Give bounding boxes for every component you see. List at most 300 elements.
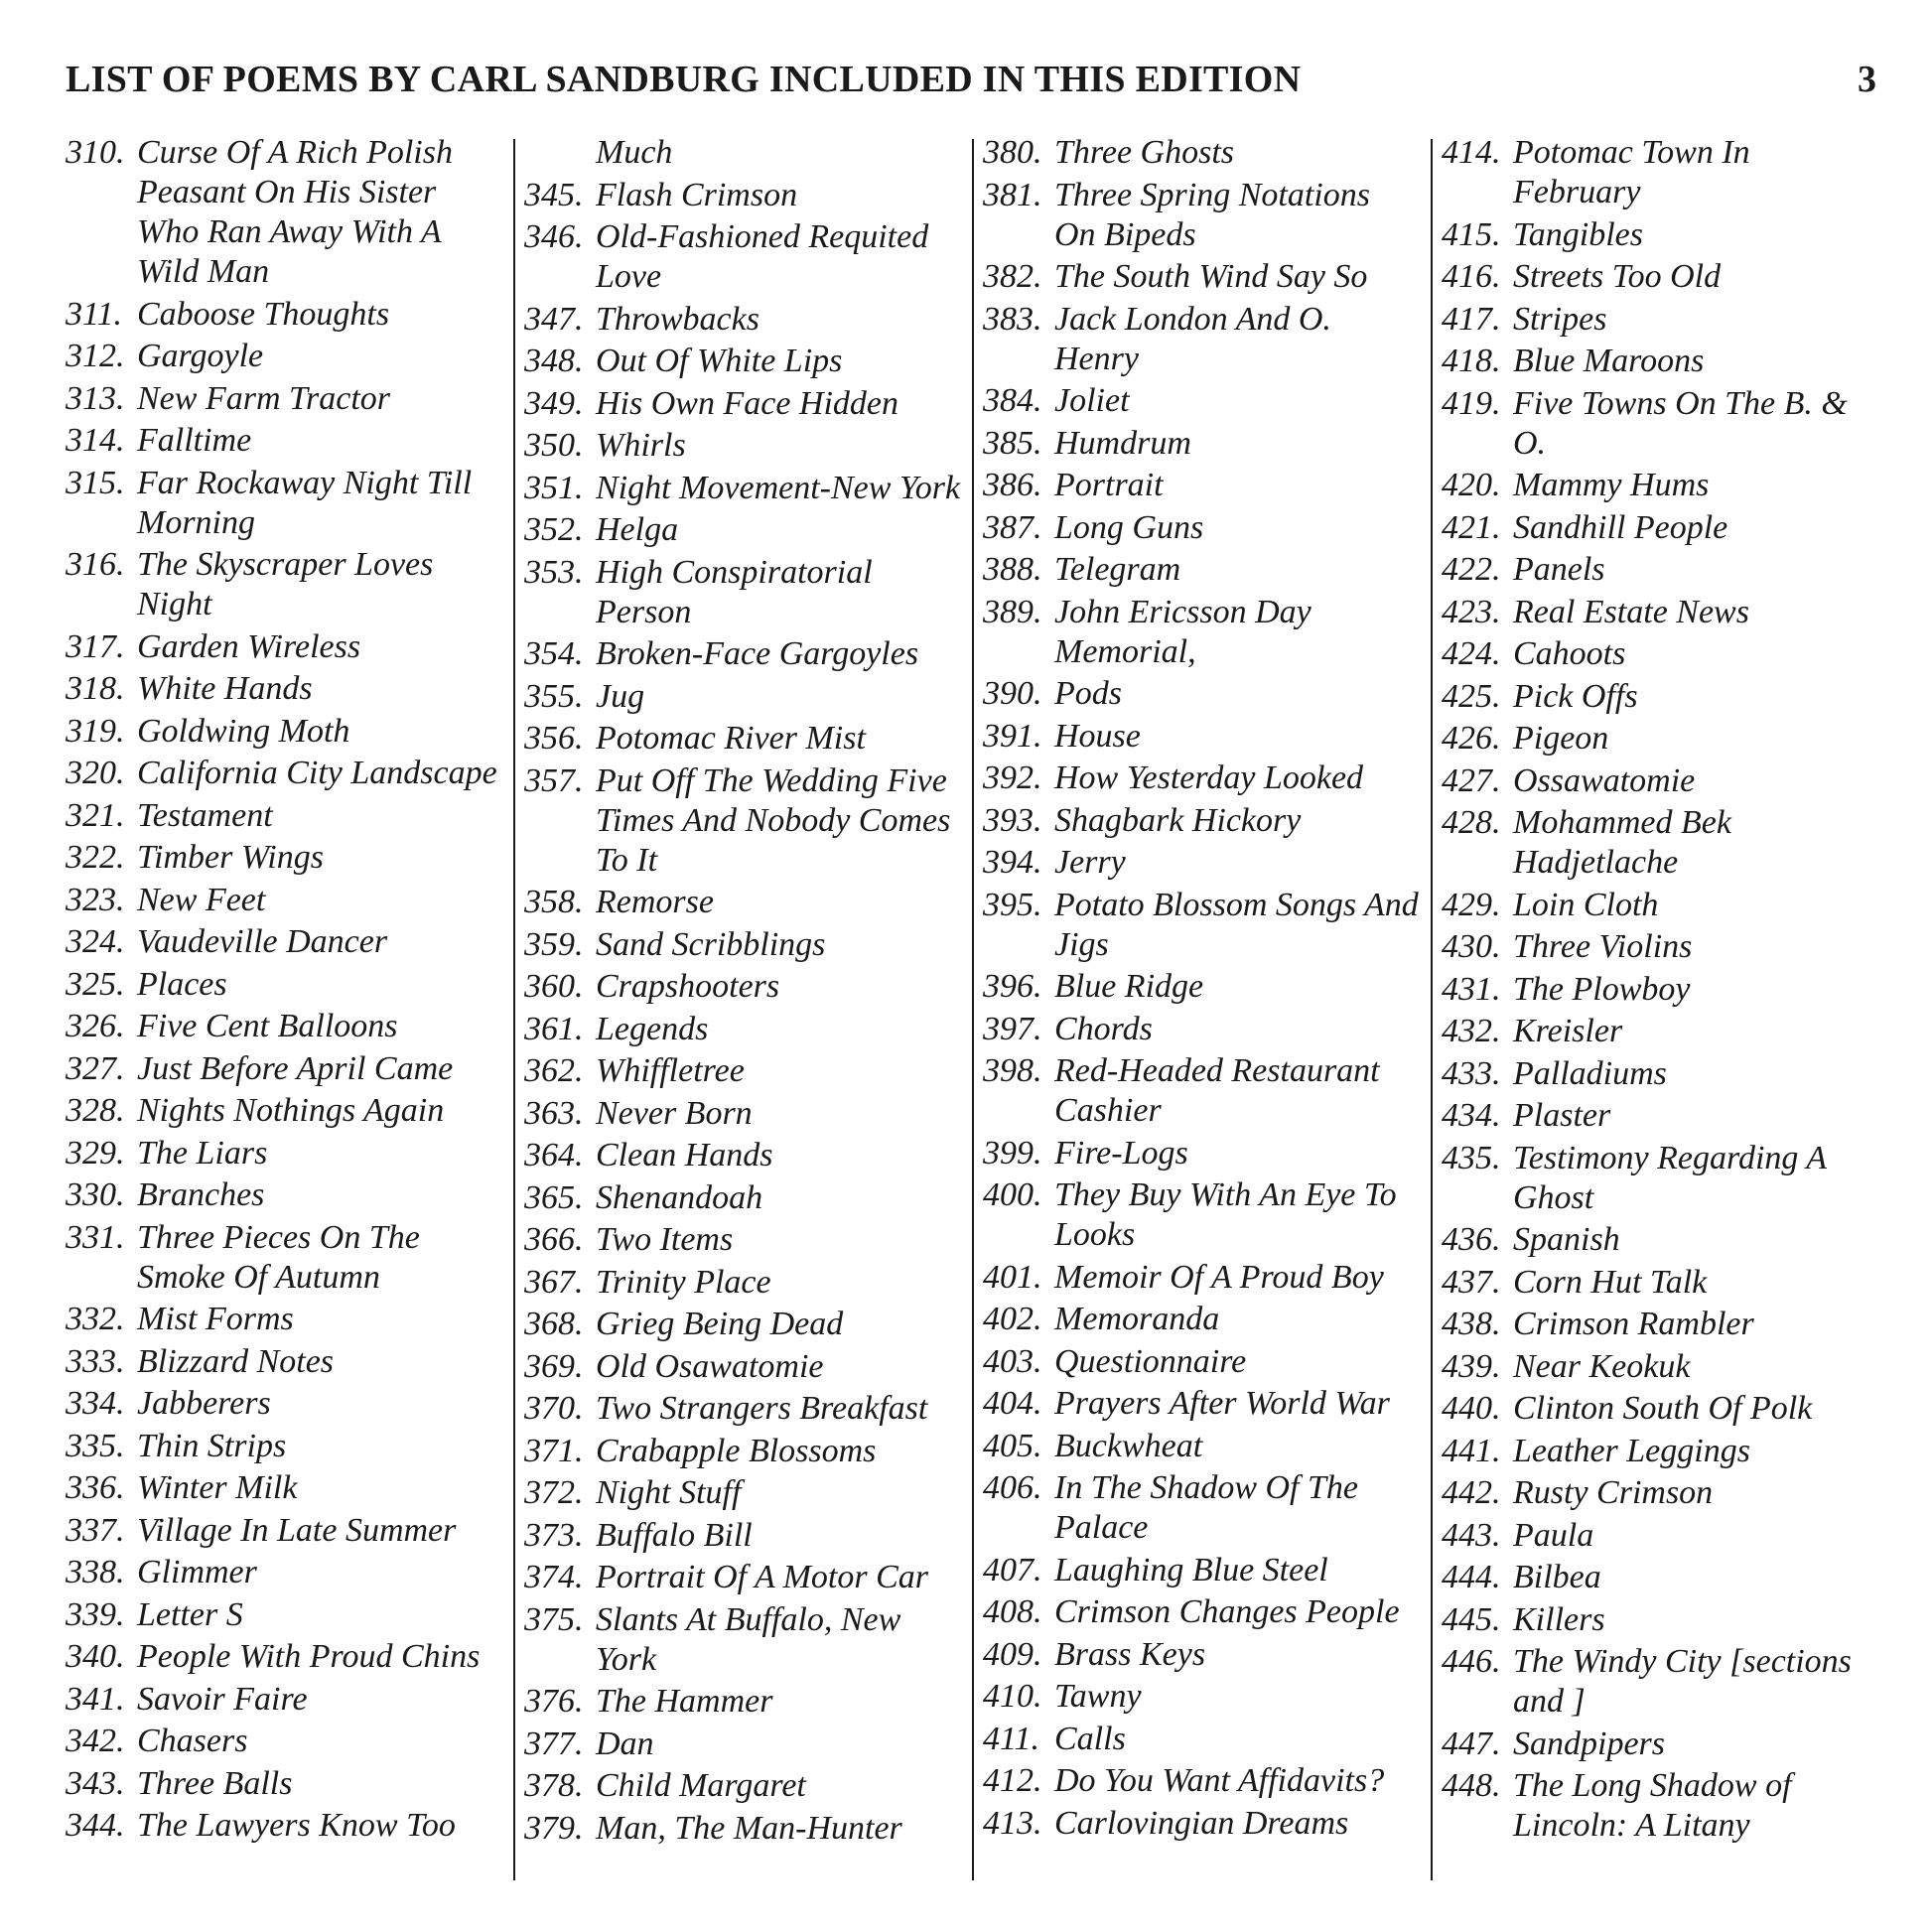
poem-number: 314. [66,422,125,459]
poem-title: How Yesterday Looked [1054,759,1364,796]
poem-number: 349. [524,384,584,422]
poem-number: 334. [66,1385,125,1422]
poem-list-item [1442,1220,1878,1260]
poem-number: 313. [66,379,125,417]
poem-list-item [1442,1139,1878,1218]
poem-number: 311. [66,295,122,333]
poem-title: The Long Shadow of Lincoln: A Litany [1513,1767,1792,1844]
poem-title: Glimmer [137,1554,257,1590]
poem-number: 392. [983,759,1042,796]
poem-list-item [66,1049,502,1089]
poem-list-item [524,1558,961,1597]
poem-title: Sandpipers [1513,1725,1665,1762]
poem-title: Telegram [1054,551,1181,588]
poem-title: Three Spring Notations On Bipeds [1054,176,1370,253]
poem-number: 414. [1442,134,1501,171]
poem-number: 408. [983,1593,1042,1630]
poem-list-item [1442,1096,1878,1136]
poem-title: Humdrum [1054,424,1191,462]
poem-list-item [1442,508,1878,548]
poem-list-item [524,1516,961,1556]
poem-list-item [1442,1516,1878,1556]
poem-title: Three Violins [1513,928,1693,965]
poem-title: Memoir Of A Proud Boy [1054,1258,1384,1296]
poem-list-item [524,1473,961,1513]
poem-title: Old-Fashioned Requited Love [596,218,929,295]
poem-title: Long Guns [1054,508,1204,546]
poem-number: 388. [983,551,1042,588]
poem-number: 400. [983,1176,1042,1213]
poem-number: 315. [66,464,125,501]
poem-list-item [524,967,961,1007]
poem-title: Portrait Of A Motor Car [596,1559,929,1595]
poem-list-item [66,627,502,667]
poem-number: 416. [1442,258,1501,295]
poem-title: High Conspiratorial Person [596,553,873,630]
poem-list-item [1442,257,1878,297]
poem-list-item [524,1725,961,1764]
poem-list-item [66,1300,502,1339]
poem-title: Night Stuff [596,1474,742,1511]
poem-title: Tawny [1054,1678,1142,1715]
poem-list-item [524,1051,961,1091]
poem-number: 330. [66,1176,125,1213]
poem-number: 336. [66,1469,125,1506]
poem-title: Three Pieces On The Smoke Of Autumn [137,1218,420,1296]
column-divider [513,139,515,1880]
poem-list-item [66,796,502,836]
poem-title: John Ericsson Day Memorial, [1054,593,1311,670]
poem-title: Two Items [596,1221,734,1258]
poem-title: Streets Too Old [1513,258,1722,295]
poem-list-item [1442,1766,1878,1846]
poem-number: 401. [983,1258,1042,1296]
poem-number: 423. [1442,593,1501,630]
poem-title: Village In Late Summer [137,1511,457,1549]
poem-title: Slants At Buffalo, New York [596,1600,901,1678]
poem-list-item [66,1427,502,1466]
poem-list-item [524,469,961,508]
poem-number: 366. [524,1221,584,1258]
poem-title: Out Of White Lips [596,343,843,379]
poem-number: 324. [66,923,125,960]
poem-title: The Liars [137,1134,268,1172]
poem-list-item [524,1600,961,1680]
poem-title: Shenandoah [596,1178,763,1216]
poem-list-item [983,1551,1420,1590]
poem-number: 430. [1442,928,1501,965]
poem-title: Grieg Being Dead [596,1306,844,1342]
poem-title: Old Osawatomie [596,1347,824,1385]
poem-number: 327. [66,1049,125,1087]
poem-list-item [66,337,502,376]
poem-list-item [983,801,1420,841]
poem-number: 397. [983,1010,1042,1047]
poem-title: House [1054,717,1141,755]
poem-list-item [66,1806,502,1846]
poem-number: 360. [524,968,584,1005]
poem-number: 367. [524,1263,584,1301]
poem-list-item [1442,593,1878,632]
poem-column-2 [524,133,961,1851]
poem-list-item [1442,550,1878,590]
poem-list-item [983,967,1420,1007]
poem-title: Dan [596,1725,654,1762]
column-divider [972,139,974,1880]
poem-title: Winter Milk [137,1469,298,1506]
poem-number: 345. [524,176,584,213]
poem-title: Just Before April Came [137,1049,454,1087]
poem-title: Potomac Town In February [1513,134,1750,210]
poem-number: 403. [983,1342,1042,1380]
poem-list-item [983,1804,1420,1844]
poem-list-item [1442,803,1878,883]
poem-title: Pigeon [1513,720,1609,757]
poem-title: Blizzard Notes [137,1342,335,1380]
poem-list-item [66,545,502,624]
poem-list-item [524,1094,961,1134]
poem-list-item [66,1468,502,1508]
poem-number: 351. [524,469,584,506]
poem-list-item [983,886,1420,965]
poem-list-item [1442,1263,1878,1303]
poem-list-item [524,553,961,632]
poem-number: 323. [66,881,125,918]
poem-number: 420. [1442,467,1501,503]
poem-number: 435. [1442,1139,1501,1176]
poem-title: Panels [1513,551,1605,588]
poem-number: 380. [983,134,1042,171]
poem-title: Clean Hands [596,1137,773,1173]
poem-number: 359. [524,925,584,963]
poem-list-item [983,176,1420,255]
poem-title: They Buy With An Eye To Looks [1054,1176,1397,1253]
poem-list-item [983,133,1420,173]
poem-list-item [66,965,502,1005]
poem-number: 348. [524,343,584,379]
poem-title: Joliet [1054,382,1130,419]
poem-title: Man, The Man-Hunter [596,1809,902,1847]
poem-list-item [1442,1473,1878,1513]
poem-list-item [66,922,502,962]
poem-title: Bilbea [1513,1559,1601,1595]
poem-title: Jug [596,677,645,715]
poem-list-item [524,925,961,965]
poem-number: 418. [1442,343,1501,379]
poem-number: 425. [1442,677,1501,715]
poem-number: 326. [66,1008,125,1044]
poem-title: Much [596,134,673,171]
poem-list-item [524,1766,961,1806]
poem-title: Mammy Hums [1513,467,1710,503]
poem-list-item [66,1007,502,1046]
poem-title: Never Born [596,1094,753,1132]
poem-list-item [524,883,961,922]
poem-title: Cahoots [1513,635,1626,672]
poem-number: 337. [66,1511,125,1549]
poem-number: 320. [66,755,125,791]
poem-title: Trinity Place [596,1263,771,1301]
poem-list-item [1442,761,1878,801]
poem-list-item [66,669,502,709]
poem-list-item [1442,634,1878,674]
poem-number: 342. [66,1723,125,1759]
poem-title: Pick Offs [1513,677,1638,715]
poem-title: Child Margaret [596,1767,806,1804]
poem-title: Letter S [137,1595,243,1633]
poem-list-item [983,1761,1420,1801]
poem-number: 432. [1442,1013,1501,1049]
poem-list-item [524,510,961,550]
poem-title: Near Keokuk [1513,1347,1691,1385]
poem-title: Kreisler [1513,1013,1623,1049]
poem-list-item [983,466,1420,505]
poem-title: Crabapple Blossoms [596,1432,877,1469]
poem-number: 384. [983,382,1042,419]
poem-number: 374. [524,1559,584,1595]
poem-title: Gargoyle [137,338,264,374]
poem-list-item [66,881,502,920]
poem-title: Jack London And O. Henry [1054,300,1331,377]
poem-list-item [983,1300,1420,1339]
poem-title: Thin Strips [137,1427,287,1464]
poem-column-4 [1442,133,1878,1849]
poem-number: 352. [524,511,584,548]
poem-number: 339. [66,1595,125,1633]
poem-title: Legends [596,1010,709,1047]
poem-list-item [524,1136,961,1175]
poem-list-item [524,1010,961,1049]
poem-title: Broken-Face Gargoyles [596,635,919,672]
poem-title: Three Ghosts [1054,134,1235,171]
poem-list-item [524,677,961,717]
poem-column-1 [66,133,502,1849]
poem-number: 377. [524,1725,584,1762]
poem-title: Timber Wings [137,839,324,876]
poem-number: 405. [983,1427,1042,1464]
poem-list-item [1442,215,1878,255]
poem-number: 407. [983,1551,1042,1588]
poem-list-item [66,379,502,419]
poem-title: The South Wind Say So [1054,258,1368,295]
poem-number: 441. [1442,1432,1501,1469]
poem-list-item [983,1010,1420,1049]
poem-title: Killers [1513,1600,1605,1638]
poem-title: Five Cent Balloons [137,1008,398,1044]
poem-title: In The Shadow Of The Palace [1054,1469,1358,1546]
poem-title: Palladiums [1513,1054,1667,1092]
poem-title: Chords [1054,1010,1153,1047]
poem-number: 422. [1442,551,1501,588]
poem-title: Savoir Faire [137,1680,308,1718]
poem-title: Two Strangers Breakfast [596,1390,928,1427]
poem-list-item [66,421,502,461]
poem-list-item [66,464,502,543]
poem-number: 426. [1442,720,1501,757]
poem-number: 329. [66,1134,125,1172]
poem-list-item [983,1175,1420,1255]
poem-list-item [66,1722,502,1761]
poem-list-item [1442,1347,1878,1387]
poem-number: 347. [524,300,584,338]
poem-number: 395. [983,886,1042,923]
poem-list-item [983,843,1420,883]
poem-title: Crimson Changes People [1054,1593,1400,1630]
poem-number: 406. [983,1469,1042,1506]
poem-list-item [524,761,961,881]
poem-list-item [1442,1054,1878,1094]
poem-title: Fire-Logs [1054,1134,1188,1172]
poem-title: Potato Blossom Songs And Jigs [1054,886,1419,963]
poem-list-item [983,674,1420,714]
poem-number: 409. [983,1635,1042,1673]
poem-title: New Farm Tractor [137,379,391,417]
poem-number: 431. [1442,970,1501,1008]
poem-number: 445. [1442,1600,1501,1638]
poem-list-item [1442,886,1878,925]
poem-title: Blue Ridge [1054,968,1204,1005]
poem-list-item [66,1091,502,1131]
poem-number: 443. [1442,1516,1501,1554]
poem-list-item [66,838,502,878]
poem-number: 365. [524,1178,584,1216]
poem-title: People With Proud Chins [137,1638,481,1675]
poem-list-item [66,1595,502,1635]
poem-title: Testimony Regarding A Ghost [1513,1139,1827,1216]
page-title: LIST OF POEMS BY CARL SANDBURG INCLUDED IN THIS EDITION [66,59,1302,100]
poem-number: 335. [66,1427,125,1464]
page-header [66,58,1876,107]
poem-title: Flash Crimson [596,176,798,213]
poem-list-item [1442,719,1878,759]
poem-title: Calls [1054,1720,1126,1757]
poem-title: Jerry [1054,844,1126,881]
poem-list-item [1442,677,1878,717]
poem-title: Real Estate News [1513,593,1749,630]
poem-list-item [1442,1558,1878,1597]
poem-number: 358. [524,884,584,920]
poem-title: Tangibles [1513,215,1644,253]
poem-number: 343. [66,1764,125,1802]
poem-list-item [983,381,1420,421]
poem-list-item [1442,1305,1878,1344]
poem-title: Crapshooters [596,968,780,1005]
poem-list-item [524,426,961,466]
poem-title: The Lawyers Know Too [137,1807,456,1844]
poem-list-item [983,550,1420,590]
poem-number: 356. [524,720,584,757]
poem-number: 344. [66,1807,125,1844]
poem-title: New Feet [137,881,266,918]
poem-title: Garden Wireless [137,627,361,665]
poem-list-item [983,424,1420,464]
poem-title: Jabberers [137,1385,271,1422]
poem-list-item [524,1432,961,1471]
poem-list-item [983,257,1420,297]
poem-number: 341. [66,1680,125,1718]
poem-number: 404. [983,1385,1042,1422]
poem-list-item [1442,133,1878,212]
poem-number: 322. [66,839,125,876]
poem-number: 319. [66,712,125,750]
poem-list-item [1442,300,1878,340]
poem-list-item [524,1347,961,1387]
poem-list-item [983,759,1420,798]
poem-title: Leather Leggings [1513,1432,1750,1469]
poem-title: Shagbark Hickory [1054,801,1302,839]
poem-title: The Windy City [sections and ] [1513,1643,1852,1720]
poem-title: Far Rockaway Night Till Morning [137,464,473,541]
poem-number: 379. [524,1809,584,1847]
poem-list-item [1442,466,1878,505]
page-number: 3 [1858,59,1876,100]
poem-title: Mohammed Bek Hadjetlache [1513,804,1731,881]
poem-number: 370. [524,1390,584,1427]
poem-list-item [66,1680,502,1720]
poem-title: Ossawatomie [1513,761,1696,799]
poem-title: Rusty Crimson [1513,1474,1714,1511]
poem-number: 448. [1442,1767,1501,1804]
poem-number: 378. [524,1767,584,1804]
poem-number: 446. [1442,1643,1501,1680]
poem-number: 402. [983,1301,1042,1337]
poem-title: Buffalo Bill [596,1516,753,1554]
poem-list-item [66,1342,502,1382]
poem-list-item [66,712,502,752]
poem-title: Nights Nothings Again [137,1092,445,1129]
poem-number: 381. [983,176,1042,213]
poem-number: 428. [1442,804,1501,841]
poem-list-item [66,1384,502,1424]
poem-number: 391. [983,717,1042,755]
poem-number: 440. [1442,1390,1501,1427]
poem-title: The Skyscraper Loves Night [137,546,434,622]
poem-title: Caboose Thoughts [137,295,390,333]
poem-list-item [524,1178,961,1218]
poem-list-item [983,1468,1420,1548]
poem-list-item [1442,384,1878,464]
poem-list-item [1442,970,1878,1010]
poem-list-item [66,754,502,793]
poem-title: Brass Keys [1054,1635,1206,1673]
poem-title: Sandhill People [1513,508,1728,546]
poem-list-item [1442,1432,1878,1471]
poem-list-item [983,1635,1420,1675]
poem-number: 354. [524,635,584,672]
poem-number: 437. [1442,1263,1501,1301]
poem-number: 387. [983,508,1042,546]
poem-list-item [1442,1012,1878,1051]
poem-list-item [983,717,1420,757]
poem-number: 353. [524,553,584,591]
poem-number: 357. [524,761,584,799]
poem-number: 338. [66,1554,125,1590]
poem-number: 419. [1442,384,1501,422]
poem-number: 371. [524,1432,584,1469]
poem-number: 385. [983,424,1042,462]
poem-number: 363. [524,1094,584,1132]
poem-list-item [524,1389,961,1429]
poem-number: 398. [983,1052,1042,1089]
poem-list-item [66,1218,502,1298]
poem-title: His Own Face Hidden [596,384,899,422]
poem-list-item [983,1342,1420,1382]
poem-list-item [1442,1642,1878,1722]
poem-list-item [1442,1725,1878,1764]
poem-number: 434. [1442,1097,1501,1134]
poem-title: California City Landscape [137,755,497,791]
poem-list-item [524,176,961,215]
